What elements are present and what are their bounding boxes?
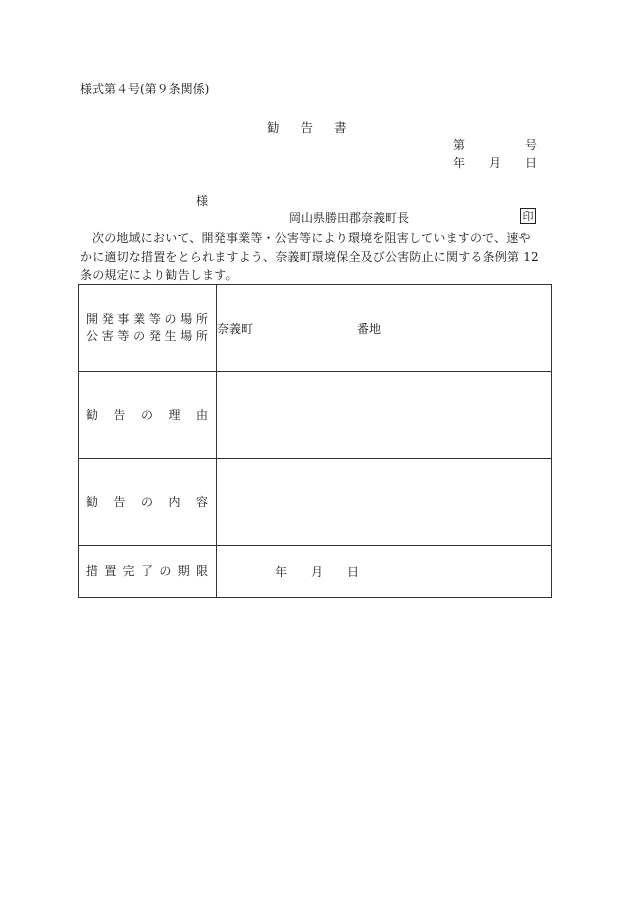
deadline-day: 日 [347, 565, 360, 579]
label-char: 公 [86, 329, 99, 343]
content-label [79, 459, 217, 546]
label-char: 限 [195, 564, 208, 578]
label-char: 完 [122, 564, 135, 578]
label-char: 等 [148, 312, 161, 326]
reason-value [217, 372, 552, 459]
location-label [79, 285, 217, 372]
label-line [86, 494, 208, 511]
label-char: 等 [117, 329, 130, 343]
label-char: の [140, 494, 153, 509]
label-line [86, 407, 208, 424]
label-char: 所 [195, 312, 208, 326]
label-char: 由 [195, 407, 208, 422]
label-char: 理 [168, 407, 181, 422]
label-char: 場 [180, 312, 193, 326]
deadline-year: 年 [275, 565, 288, 579]
form-number: 様式第４号(第９条関係) [80, 82, 210, 96]
title-char: 告 [300, 120, 314, 135]
date-day: 日 [524, 156, 537, 170]
label-char: 発 [101, 312, 114, 326]
table-row [79, 372, 552, 459]
label-line [86, 311, 208, 328]
label-char: 告 [113, 407, 126, 422]
label-char: の [164, 312, 177, 326]
number-suffix: 号 [524, 138, 537, 152]
deadline-month: 月 [311, 565, 324, 579]
document-date-line [453, 156, 537, 170]
document-number-line [453, 138, 537, 152]
label-line [86, 563, 208, 580]
table-row [79, 546, 552, 598]
label-char: の [159, 564, 172, 578]
label-char: 勧 [86, 494, 99, 509]
label-char: 業 [133, 312, 146, 326]
label-char: 了 [140, 564, 153, 578]
label-char: 開 [86, 312, 99, 326]
label-char: 措 [86, 564, 99, 578]
recommendation-table [78, 284, 552, 598]
label-char: 発 [148, 329, 161, 343]
label-char: 所 [195, 329, 208, 343]
lot-number-suffix: 番地 [357, 321, 382, 336]
seal-mark: 印 [520, 208, 536, 224]
deadline-label [79, 546, 217, 598]
location-value [217, 285, 552, 372]
label-line [86, 328, 208, 345]
label-char: 容 [195, 494, 208, 509]
date-year: 年 [453, 156, 466, 170]
town-name: 奈義町 [217, 321, 254, 336]
title-char: 勧 [267, 120, 280, 135]
label-char: 生 [164, 329, 177, 343]
body-text: 次の地域において、開発事業等・公害等により環境を阻害していますので、速やかに適切な措置をとられますよう、奈義町環境保全及び公害防止に関する条例第 12 条の規定により勧告します。 [80, 231, 539, 282]
table-row [79, 459, 552, 546]
label-char: 告 [113, 494, 126, 509]
label-char: 期 [177, 564, 190, 578]
label-char: の [133, 329, 146, 343]
label-char: 事 [117, 312, 130, 326]
table-row [79, 285, 552, 372]
label-char: 置 [104, 564, 117, 578]
date-month: 月 [488, 156, 501, 170]
issuer-name: 岡山県勝田郡奈義町長 [289, 211, 410, 225]
title-char: 書 [334, 120, 347, 135]
deadline-value [217, 546, 552, 598]
label-char: 内 [168, 494, 181, 509]
label-char: 勧 [86, 407, 99, 422]
label-char: 害 [101, 329, 114, 343]
addressee-honorific: 様 [196, 194, 209, 208]
location-value-line [217, 320, 551, 337]
reason-label [79, 372, 217, 459]
document-title [267, 121, 347, 135]
label-char: の [140, 407, 153, 422]
number-prefix: 第 [453, 138, 466, 152]
deadline-date-line [217, 563, 551, 580]
label-char: 場 [180, 329, 193, 343]
content-value [217, 459, 552, 546]
